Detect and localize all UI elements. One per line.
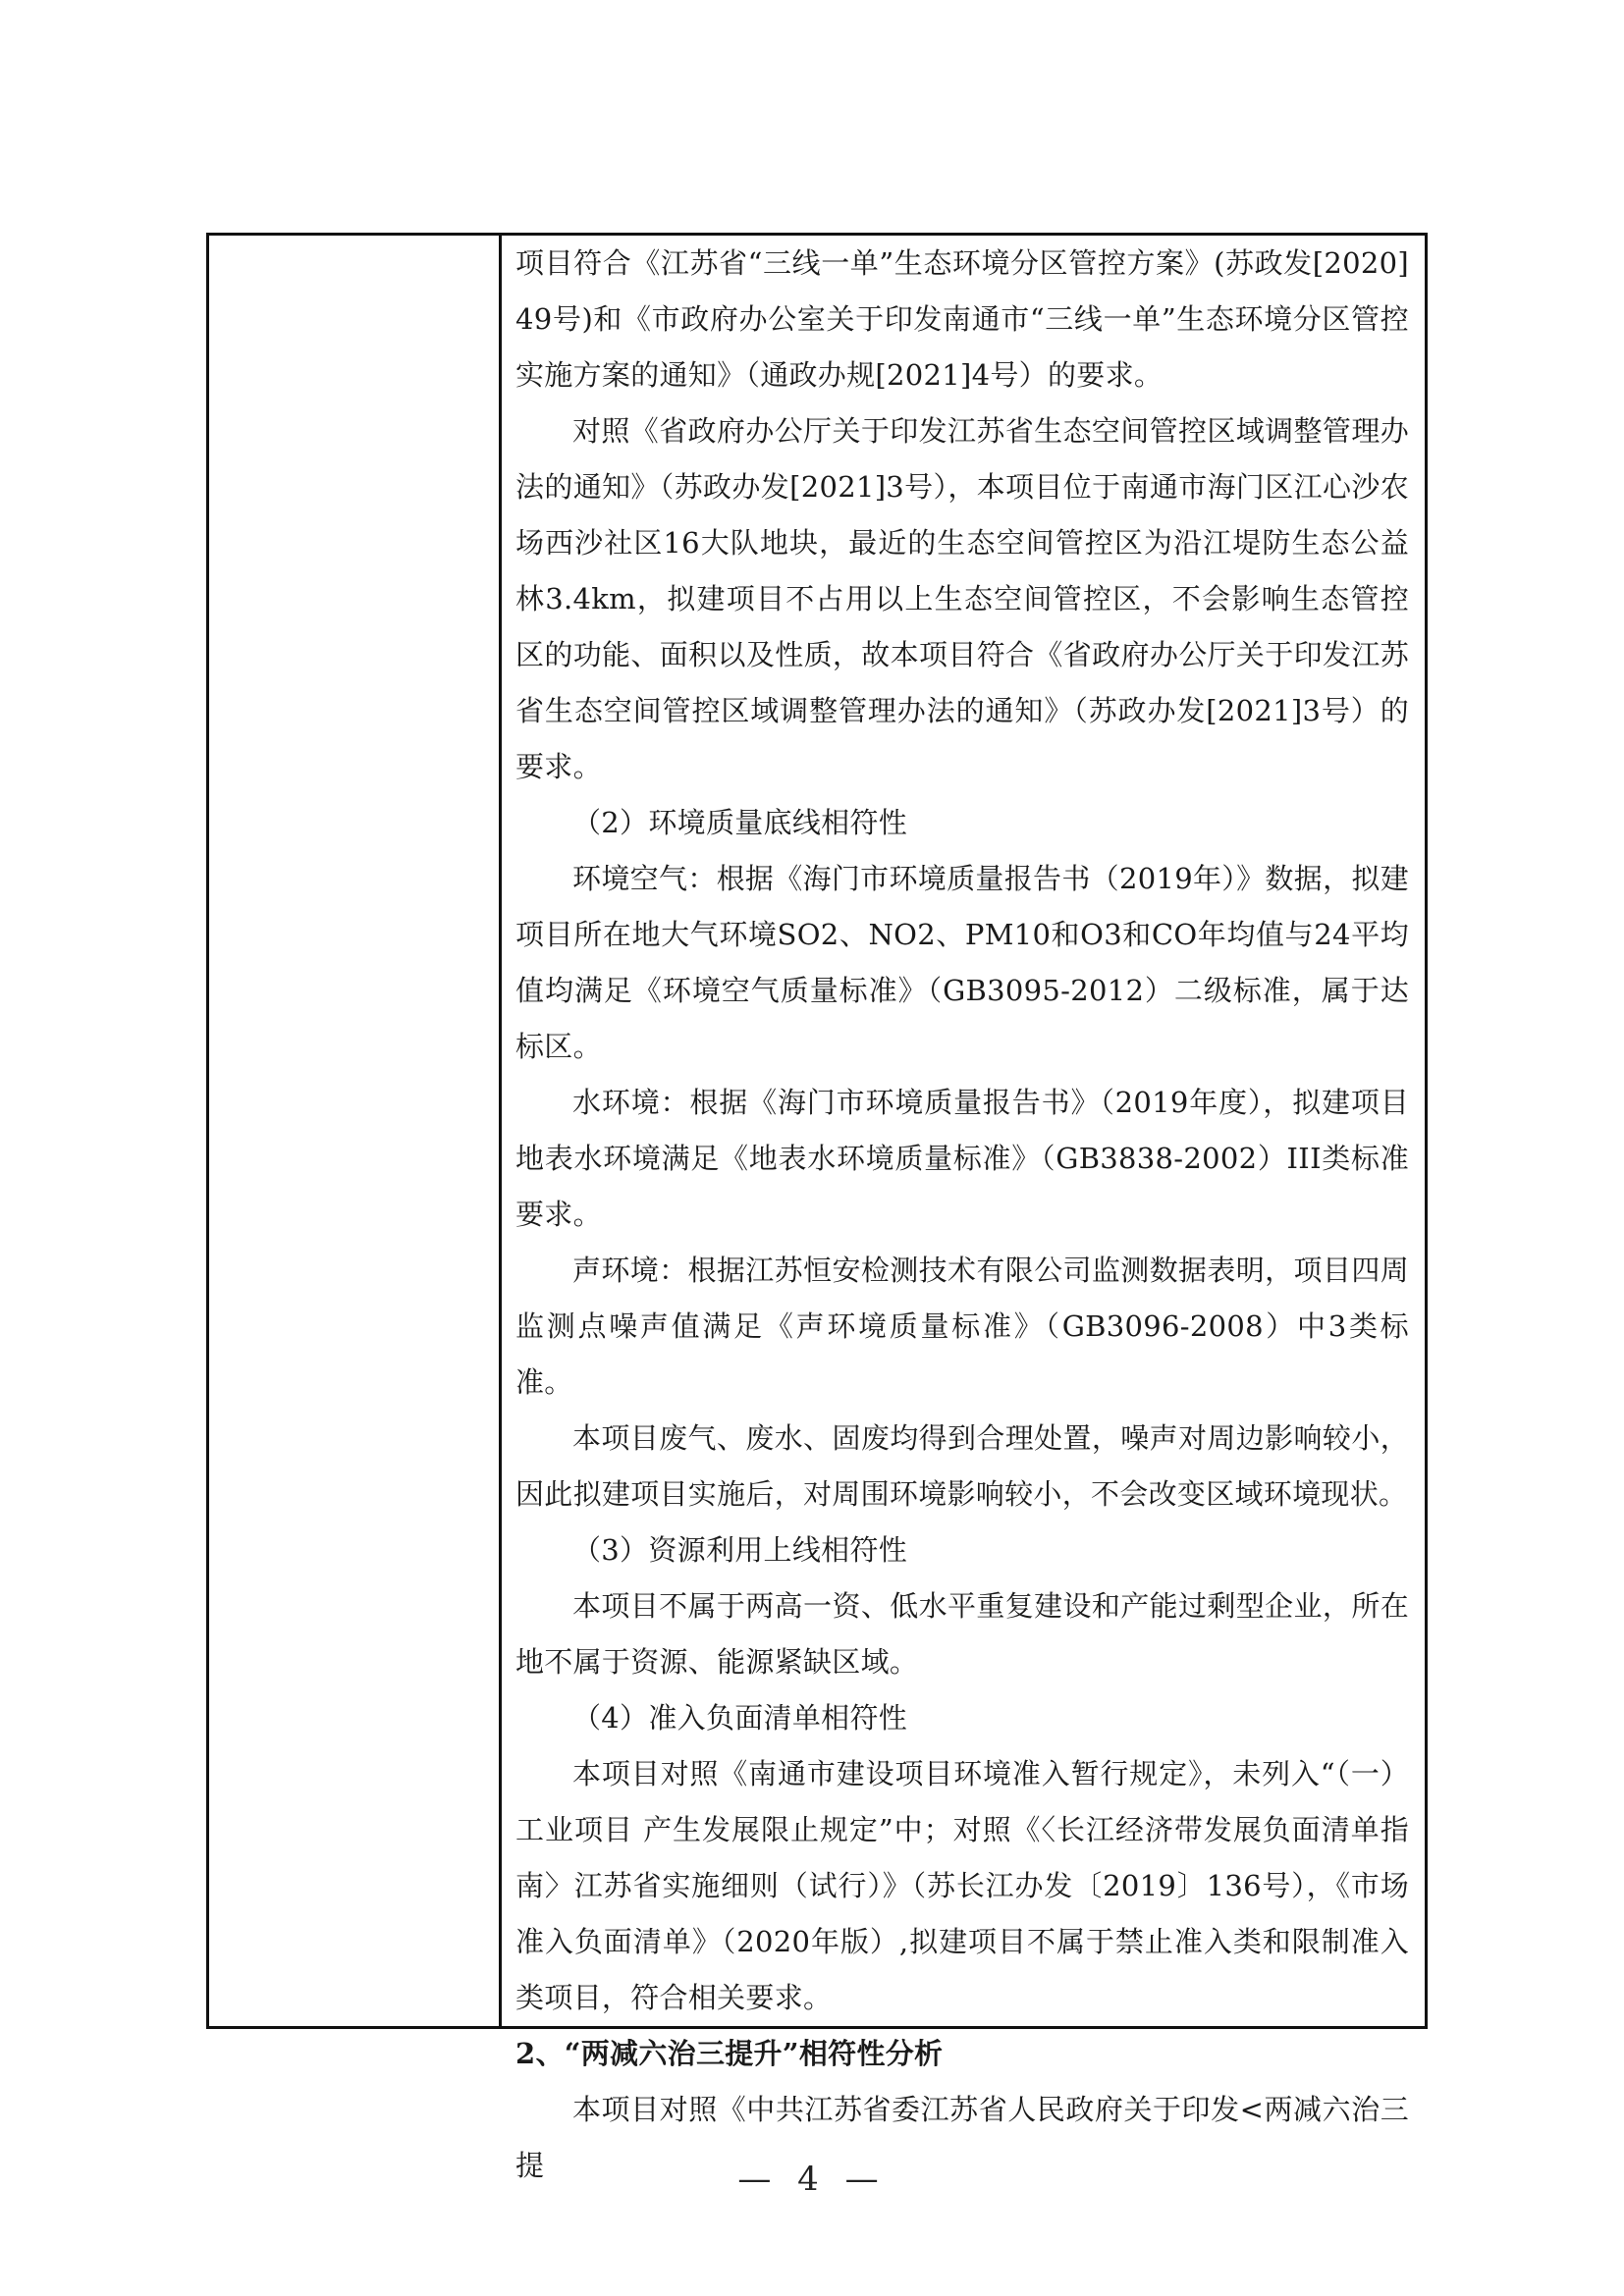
paragraph-negative-list: 本项目对照《南通市建设项目环境准入暂行规定》，未列入“（一）工业项目 产生发展限止规定”中；对照《〈长江经济带发展负面清单指南〉江苏省实施细则（试行）》（苏长江办发〔2019〕136号），《市场准入负面清单》（2020年版）,拟建项目不属于禁止准入类和限制准入类项目，符合相关要求。 bbox=[515, 1757, 1409, 2014]
paragraph-two-reductions: 本项目对照《中共江苏省委江苏省人民政府关于印发<两减六治三提 bbox=[515, 2093, 1409, 2182]
heading-resource-use: （3）资源利用上线相符性 bbox=[572, 1533, 908, 1567]
section-heading-two: 2、“两减六治三提升”相符性分析 bbox=[515, 2037, 944, 2070]
paragraph-resource: 本项目不属于两高一资、低水平重复建设和产能过剩型企业，所在地不属于资源、能源紧缺区域。 bbox=[515, 1589, 1409, 1679]
paragraph-ecological-space: 对照《省政府办公厅关于印发江苏省生态空间管控区域调整管理办法的通知》（苏政办发[2021]3号），本项目位于南通市海门区江心沙农场西沙社区16大队地块，最近的生态空间管控区为沿江堤防生态公益林3.4km，拟建项目不占用以上生态空间管控区，不会影响生态管控区的功能、面积以及性质，故本项目符合《省政府办公厅关于印发江苏省生态空间管控区域调整管理办法的通知》（苏政办发[2021]3号）的要求。 bbox=[515, 414, 1409, 783]
paragraph-waste-summary: 本项目废气、废水、固废均得到合理处置，噪声对周边影响较小，因此拟建项目实施后，对周围环境影响较小，不会改变区域环境现状。 bbox=[515, 1421, 1409, 1511]
paragraph-water: 水环境：根据《海门市环境质量报告书》（2019年度），拟建项目地表水环境满足《地表水环境质量标准》（GB3838-2002）III类标准要求。 bbox=[515, 1086, 1409, 1231]
content-table bbox=[206, 233, 1428, 2182]
paragraph-noise: 声环境：根据江苏恒安检测技术有限公司监测数据表明，项目四周监测点噪声值满足《声环境质量标准》（GB3096-2008）中3类标准。 bbox=[515, 1254, 1409, 1399]
paragraph-air: 环境空气：根据《海门市环境质量报告书（2019年）》数据，拟建项目所在地大气环境SO2、NO2、PM10和O3和CO年均值与24平均值均满足《环境空气质量标准》（GB3095-2012）二级标准，属于达标区。 bbox=[515, 862, 1409, 1063]
page-number: — 4 — bbox=[737, 2160, 887, 2199]
heading-environment-quality: （2）环境质量底线相符性 bbox=[572, 806, 908, 839]
table-right-cell bbox=[502, 236, 1425, 2182]
heading-negative-list: （4）准入负面清单相符性 bbox=[572, 1701, 908, 1735]
table-left-cell bbox=[209, 236, 502, 2026]
paragraph-three-lines-one-list: 项目符合《江苏省“三线一单”生态环境分区管控方案》(苏政发[2020]49号)和《市政府办公室关于印发南通市“三线一单”生态环境分区管控实施方案的通知》（通政办规[2021]4号）的要求。 bbox=[515, 246, 1409, 392]
